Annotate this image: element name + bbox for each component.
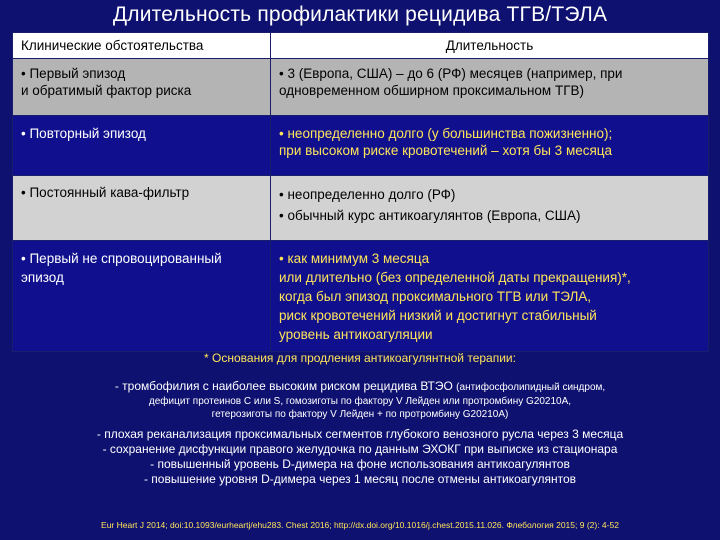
reason-d-dimer-on-therapy: - повышенный уровень D-димера на фоне использования антикоагулянтов xyxy=(150,457,570,471)
reason-detail: (антифосфолипидный синдром, xyxy=(456,382,606,393)
duration-line: • обычный курс антикоагулянтов (Европа, США) xyxy=(279,208,581,223)
duration-cell xyxy=(271,176,709,241)
duration-cell xyxy=(271,59,709,116)
circumstance-line: • Первый не спровоцированный xyxy=(21,251,222,266)
slide-title: Длительность профилактики рецидива ТГВ/ТЭЛА xyxy=(112,3,608,26)
table-row xyxy=(13,241,709,352)
duration-line: когда был эпизод проксимального ТГВ или ТЭЛА, xyxy=(279,289,592,304)
circumstance-cell xyxy=(13,241,271,352)
reason-d-dimer-after-stop: - повышение уровня D-димера через 1 месяц после отмены антикоагулянтов xyxy=(143,472,577,486)
header-duration: Длительность xyxy=(271,33,709,59)
table-header-row xyxy=(13,33,709,59)
table-row xyxy=(13,176,709,241)
duration-cell xyxy=(271,116,709,176)
duration-cell xyxy=(271,241,709,352)
reason-detail-line: дефицит протеинов С или S, гомозиготы по фактору V Лейден или протромбину G20210A, xyxy=(148,396,572,407)
duration-line: • неопределенно долго (у большинства пожизненно); xyxy=(279,126,613,141)
reason-detail-line: гетерозиготы по фактору V Лейден + по протромбину G20210A) xyxy=(211,409,509,420)
circumstance-cell xyxy=(13,59,271,116)
reason-thrombophilia xyxy=(0,379,720,394)
table-row xyxy=(13,116,709,176)
header-circumstances: Клинические обстоятельства xyxy=(13,33,271,59)
duration-line: риск кровотечений низкий и достигнут стабильный xyxy=(279,308,597,323)
circumstance-line: • Первый эпизод xyxy=(21,66,126,81)
extension-reasons xyxy=(0,379,720,487)
circumstance-line: эпизод xyxy=(21,270,64,285)
duration-line: • как минимум 3 месяца xyxy=(279,251,430,266)
reason-rv-dysfunction: - сохранение дисфункции правого желудочка по данным ЭХОКГ при выписке из стационара xyxy=(102,442,618,456)
duration-line: • 3 (Европа, США) – до 6 (РФ) месяцев (например, при xyxy=(279,66,623,81)
duration-line: или длительно (без определенной даты прекращения)*, xyxy=(279,270,631,285)
duration-line: уровень антикоагуляции xyxy=(279,327,433,342)
circumstance-line: • Постоянный кава-фильтр xyxy=(21,185,190,200)
reason-text: - тромбофилия с наиболее высоким риском рецидива ВТЭО xyxy=(114,379,453,393)
reason-recanalization: - плохая реканализация проксимальных сегментов глубокого венозного русла через 3 месяца xyxy=(96,427,624,441)
duration-line: одновременном обширном проксимальном ТГВ) xyxy=(279,83,585,98)
circumstance-line: и обратимый фактор риска xyxy=(21,83,192,98)
table-row xyxy=(13,59,709,116)
circumstance-line: • Повторный эпизод xyxy=(21,126,146,141)
footnote-heading: * Основания для продления антикоагулянтной терапии: xyxy=(204,351,516,365)
references: Eur Heart J 2014; doi:10.1093/eurheartj/ehu283. Chest 2016; http://dx.doi.org/10.1016/j.chest.2015.11.026. Флебология 2015; 9 (2): 4-52 xyxy=(101,520,619,530)
duration-line: при высоком риске кровотечений – хотя бы 3 месяца xyxy=(279,143,613,158)
circumstance-cell xyxy=(13,116,271,176)
duration-line: • неопределенно долго (РФ) xyxy=(279,187,456,202)
circumstance-cell xyxy=(13,176,271,241)
duration-table xyxy=(12,32,709,352)
